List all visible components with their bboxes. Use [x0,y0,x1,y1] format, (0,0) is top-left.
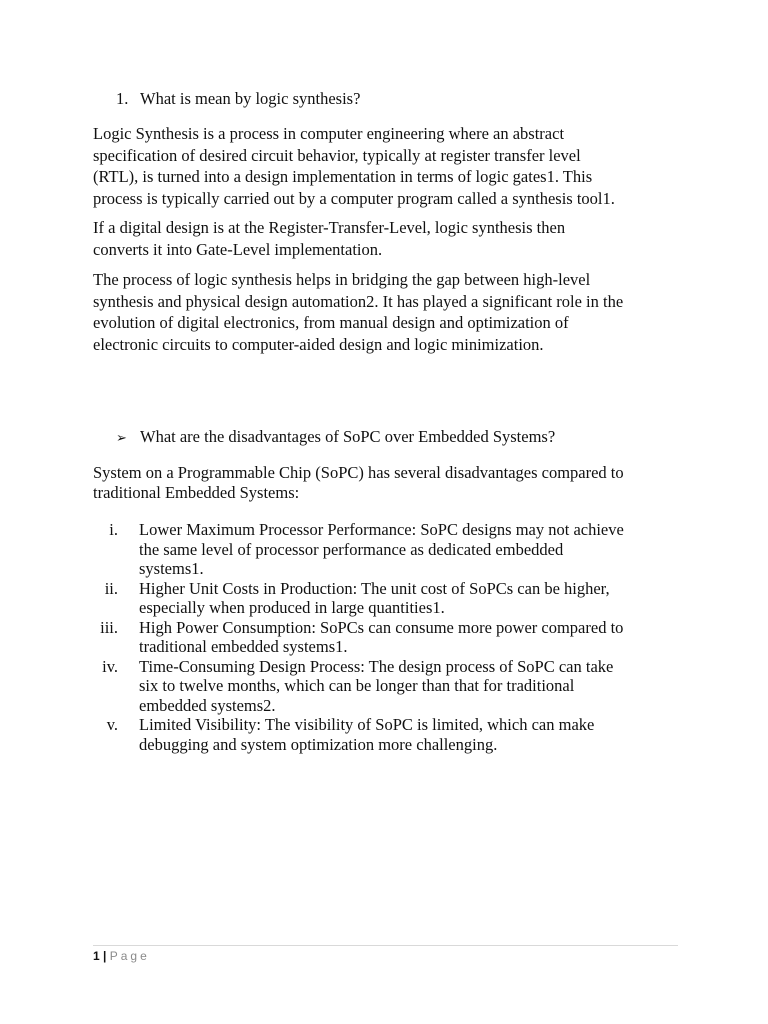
paragraph-line: synthesis and physical design automation2. It has played a significant role in the [93,291,624,311]
paragraph-line: converts it into Gate-Level implementation. [93,239,383,259]
list-item-line: traditional embedded systems1. [139,637,348,656]
arrow-bullet-icon: ➢ [116,431,127,446]
paragraph-line: process is typically carried out by a computer program called a synthesis tool1. [93,188,615,208]
list-item-line: Time-Consuming Design Process: The design process of SoPC can take [139,656,614,676]
list-item-line: especially when produced in large quantities1. [139,598,445,617]
list-item [80,657,700,716]
question-2-text: What are the disadvantages of SoPC over Embedded Systems? [140,427,556,446]
list-item-line: the same level of processor performance as dedicated embedded [139,539,564,559]
page-footer [93,948,150,964]
list-item-marker: iv. [102,656,118,676]
list-item [80,520,700,579]
question-1-number: 1. [116,89,129,108]
footer-divider [93,945,678,946]
list-item-line: Lower Maximum Processor Performance: SoPC designs may not achieve [139,520,624,539]
intro-paragraph [93,463,693,503]
list-item-line: systems1. [139,559,204,578]
paragraph-line: electronic circuits to computer-aided design and logic minimization. [93,334,544,354]
list-item-marker: i. [109,520,118,539]
paragraph-line: The process of logic synthesis helps in bridging the gap between high-level [93,270,591,289]
paragraph-line: Logic Synthesis is a process in computer engineering where an abstract [93,124,565,143]
list-item-line: embedded systems2. [139,695,276,715]
list-item-line: Higher Unit Costs in Production: The unit cost of SoPCs can be higher, [139,578,610,598]
disadvantages-list [80,520,700,754]
list-item-marker: iii. [100,617,118,637]
paragraph-3 [93,269,693,355]
question-1-heading [116,89,360,109]
list-item [80,618,700,657]
footer-separator: | [103,949,107,963]
list-item [80,579,700,618]
list-item-marker: v. [106,715,118,734]
list-item-line: High Power Consumption: SoPCs can consume more power compared to [139,617,624,637]
question-2-heading [116,427,555,449]
paragraph-line: evolution of digital electronics, from manual design and optimization of [93,313,569,332]
list-item-line: debugging and system optimization more challenging. [139,734,498,754]
paragraph-1 [93,123,693,209]
paragraph-2 [93,217,693,260]
paragraph-line: specification of desired circuit behavior, typically at register transfer level [93,145,581,165]
paragraph-line: (RTL), is turned into a design implementation in terms of logic gates1. This [93,167,593,186]
question-1-text: What is mean by logic synthesis? [140,89,361,108]
list-item-marker: ii. [104,578,118,598]
page-label: Page [109,949,150,963]
paragraph-line: System on a Programmable Chip (SoPC) has several disadvantages compared to [93,463,624,482]
paragraph-line: If a digital design is at the Register-Transfer-Level, logic synthesis then [93,218,566,237]
list-item-line: six to twelve months, which can be longer than that for traditional [139,676,575,695]
paragraph-line: traditional Embedded Systems: [93,483,300,502]
list-item [80,715,700,754]
list-item-line: Limited Visibility: The visibility of SoPC is limited, which can make [139,715,595,734]
page-number: 1 [93,949,100,963]
